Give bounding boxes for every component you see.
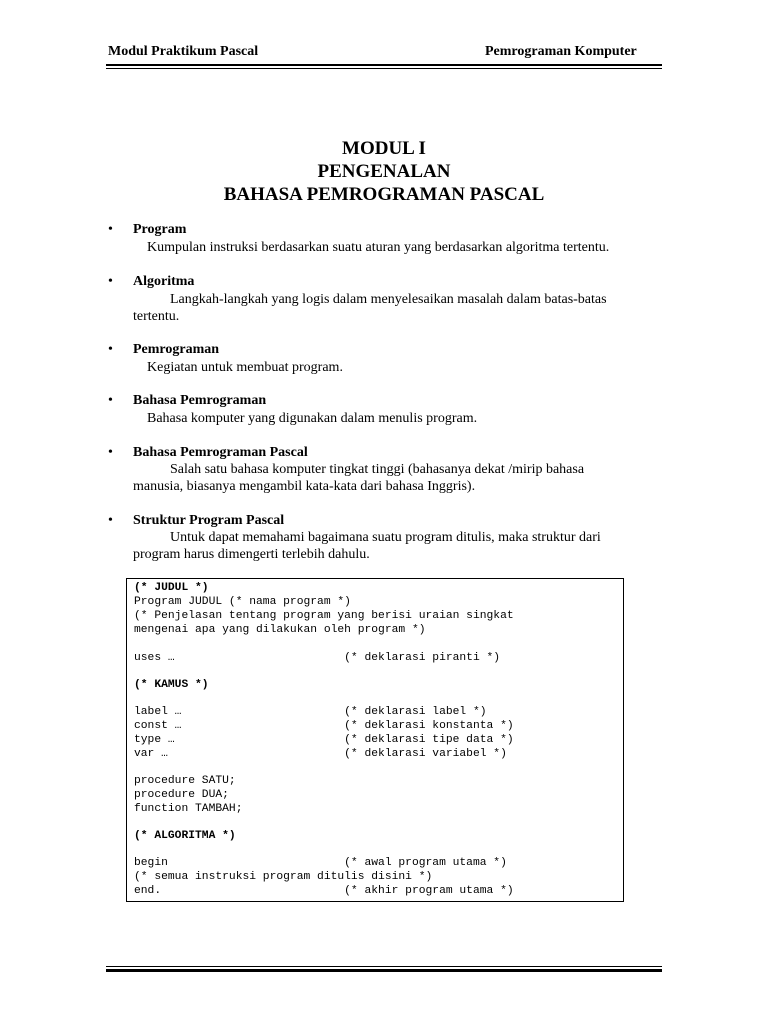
- code-line-label: label … (* deklarasi label *): [134, 706, 487, 718]
- code-line-end: end. (* akhir program utama *): [134, 885, 514, 897]
- bullet-dot: •: [108, 513, 113, 528]
- bullet-text-algoritma-1: Langkah-langkah yang logis dalam menyelesaikan masalah dalam batas-batas: [170, 292, 607, 307]
- code-line-function-tambah: function TAMBAH;: [134, 803, 243, 815]
- bullet-heading-algoritma: Algoritma: [133, 274, 195, 289]
- bullet-dot: •: [108, 393, 113, 408]
- footer-rule-thin: [106, 966, 662, 967]
- code-line-uses: uses … (* deklarasi piranti *): [134, 652, 501, 664]
- code-line-semua: (* semua instruksi program ditulis disini *): [134, 871, 433, 883]
- header-right-title: Pemrograman Komputer: [485, 44, 637, 59]
- bullet-text-pascal-2: manusia, biasanya mengambil kata-kata dari bahasa Inggris).: [133, 479, 476, 494]
- bullet-text-program: Kumpulan instruksi berdasarkan suatu aturan yang berdasarkan algoritma tertentu.: [147, 240, 610, 255]
- title-line-3: BAHASA PEMROGRAMAN PASCAL: [223, 184, 545, 205]
- title-line-2: PENGENALAN: [317, 161, 451, 182]
- bullet-heading-bahasa: Bahasa Pemrograman: [133, 393, 267, 408]
- code-line-algoritma: (* ALGORITMA *): [134, 830, 236, 842]
- code-line-judul: (* JUDUL *): [134, 582, 209, 594]
- header-rule-thin: [106, 68, 662, 69]
- header-left-title: Modul Praktikum Pascal: [108, 44, 259, 59]
- title-line-1: MODUL I: [342, 138, 426, 159]
- bullet-heading-pemrograman: Pemrograman: [133, 342, 220, 357]
- code-line-begin: begin (* awal program utama *): [134, 857, 507, 869]
- bullet-dot: •: [108, 274, 113, 289]
- header-rule-thick: [106, 64, 662, 66]
- code-line-penjelasan-2: mengenai apa yang dilakukan oleh program *): [134, 624, 426, 636]
- bullet-dot: •: [108, 222, 113, 237]
- bullet-heading-pascal: Bahasa Pemrograman Pascal: [133, 445, 308, 460]
- bullet-text-struktur-2: program harus dimengerti terlebih dahulu.: [133, 547, 370, 562]
- code-line-const: const … (* deklarasi konstanta *): [134, 720, 514, 732]
- code-line-procedure-dua: procedure DUA;: [134, 789, 229, 801]
- code-line-procedure-satu: procedure SATU;: [134, 775, 236, 787]
- code-line-program: Program JUDUL (* nama program *): [134, 596, 351, 608]
- code-line-kamus: (* KAMUS *): [134, 679, 209, 691]
- bullet-text-algoritma-2: tertentu.: [133, 309, 180, 324]
- bullet-heading-program: Program: [133, 222, 187, 237]
- footer-rule-thick: [106, 969, 662, 972]
- code-line-penjelasan-1: (* Penjelasan tentang program yang berisi uraian singkat: [134, 610, 514, 622]
- code-line-var: var … (* deklarasi variabel *): [134, 748, 507, 760]
- bullet-heading-struktur: Struktur Program Pascal: [133, 513, 285, 528]
- bullet-text-pemrograman: Kegiatan untuk membuat program.: [147, 360, 343, 375]
- code-line-type: type … (* deklarasi tipe data *): [134, 734, 514, 746]
- bullet-text-bahasa: Bahasa komputer yang digunakan dalam menulis program.: [147, 411, 478, 426]
- bullet-dot: •: [108, 342, 113, 357]
- bullet-dot: •: [108, 445, 113, 460]
- bullet-text-struktur-1: Untuk dapat memahami bagaimana suatu program ditulis, maka struktur dari: [170, 530, 601, 545]
- bullet-text-pascal-1: Salah satu bahasa komputer tingkat tinggi (bahasanya dekat /mirip bahasa: [170, 462, 585, 477]
